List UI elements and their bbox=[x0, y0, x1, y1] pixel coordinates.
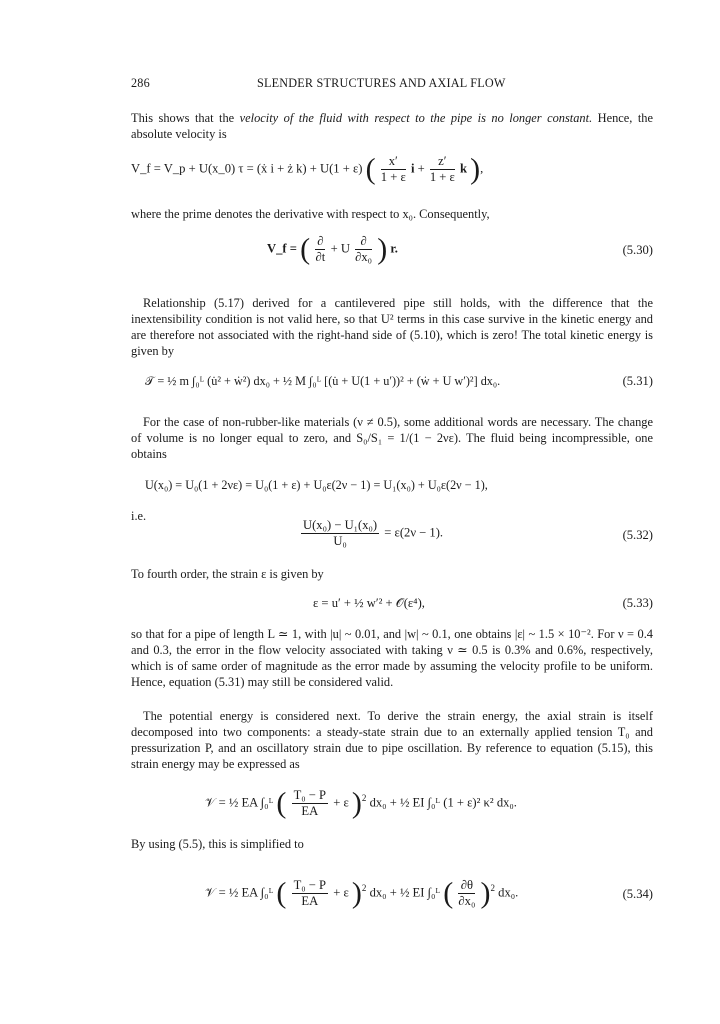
paragraph-error-estimate: so that for a pipe of length L ≃ 1, with |u| ~ 0.01, and |w| ~ 0.1, one obtains |ε| ~ 1.5 × 10⁻². For ν = 0.4 and 0.3, the error in the flow velocity associated with taking ν ≃ 0.5 is 0.3% and 0.6%, respectively, which is of same order of magnitude as the error made by assuming the velocity profile to be uniform. Hence, equation (5.31) may still be considered valid. bbox=[131, 627, 653, 689]
book-page bbox=[131, 0, 653, 1024]
paragraph-prime-note: where the prime denotes the derivative with respect to x₀. Consequently, bbox=[131, 207, 490, 221]
equation-number: (5.32) bbox=[622, 528, 653, 542]
running-head: SLENDER STRUCTURES AND AXIAL FLOW bbox=[257, 76, 506, 90]
page-number: 286 bbox=[131, 76, 150, 90]
equation-5-31: 𝒯 = ½ m ∫₀ᴸ (u̇² + ẇ²) dx₀ + ½ M ∫₀ᴸ [(u̇ + U(1 + u′))² + (ẇ + U w′)²] dx₀. (5.31) bbox=[145, 374, 653, 388]
equation-5-32: $\frac{\text{U(x₀) − U₁(x₀)}}{\text{U₀}}$ = ε(2ν − 1). (5.32) bbox=[303, 518, 653, 548]
paragraph-potential-energy: The potential energy is considered next. To derive the strain energy, the axial strain is itself decomposed into two components: a steady-state strain due to an externally applied tension T₀ and pressurization P, and an oscillatory strain due to pipe oscillation. By reference to equation (5.15), this strain energy may be expressed as bbox=[131, 709, 653, 771]
emphasized-text: velocity of the fluid with respect to the pipe is no longer constant. bbox=[239, 111, 593, 125]
equation-flow-velocity: U(x₀) = U₀(1 + 2νε) = U₀(1 + ε) + U₀ε(2ν − 1) = U₁(x₀) + U₀ε(2ν − 1), bbox=[145, 478, 488, 492]
equation-number: (5.34) bbox=[622, 887, 653, 901]
equation-number: (5.31) bbox=[622, 374, 653, 388]
ie-label: i.e. bbox=[131, 509, 147, 523]
equation-5-33: ε = u′ + ½ w′² + 𝒪(ε⁴), (5.33) bbox=[313, 596, 653, 610]
equation-5-34: 𝒱 = ½ EA ∫₀ᴸ ( $\frac{\text{T₀ − P}}{EA}$ + ε )$^2$ dx₀ + ½ EI ∫₀ᴸ ( $\frac{\partial\theta}{\text{∂x₀}}$ )$^2$ dx₀. (5.34) bbox=[205, 876, 653, 910]
equation-number: (5.33) bbox=[622, 596, 653, 610]
equation-strain-energy: 𝒱 = ½ EA ∫₀ᴸ ( $\frac{\text{T₀ − P}}{EA}$ + ε )$^2$ dx₀ + ½ EI ∫₀ᴸ (1 + ε)² κ² dx₀. bbox=[205, 786, 517, 820]
paragraph-velocity-intro: This shows that the velocity of the fluid with respect to the pipe is no longer constant. Hence, the absolute velocity is bbox=[131, 111, 653, 141]
equation-absolute-velocity: V_f = V_p + U(x_0) τ = (ẋ i + ż k) + U(1 + ε) ( $\frac{x'}{1 + \varepsilon}$ i + $\frac{z'}{1 + \varepsilon}$ k ), bbox=[131, 152, 484, 186]
equation-5-30: V_f = ( $\frac{\partial}{\partial t}$ + U $\frac{\partial}{\text{∂x₀}}$ ) r. (5.30) bbox=[267, 232, 653, 266]
paragraph-strain: To fourth order, the strain ε is given by bbox=[131, 567, 324, 581]
paragraph-kinetic-energy: Relationship (5.17) derived for a cantilevered pipe still holds, with the difference that the inextensibility condition is not valid here, so that U² terms in this case survive in the kinetic energy and are therefore not associated with the right-hand side of (5.10), which is zero! The total kinetic energy is given by bbox=[131, 296, 653, 358]
paragraph-non-rubber: For the case of non-rubber-like materials (ν ≠ 0.5), some additional words are necessary. The change of volume is no longer equal to zero, and S₀/S₁ = 1/(1 − 2νε). The fluid being incompressible, one obtains bbox=[131, 415, 653, 461]
paragraph-simplified: By using (5.5), this is simplified to bbox=[131, 837, 304, 851]
equation-number: (5.30) bbox=[622, 243, 653, 257]
